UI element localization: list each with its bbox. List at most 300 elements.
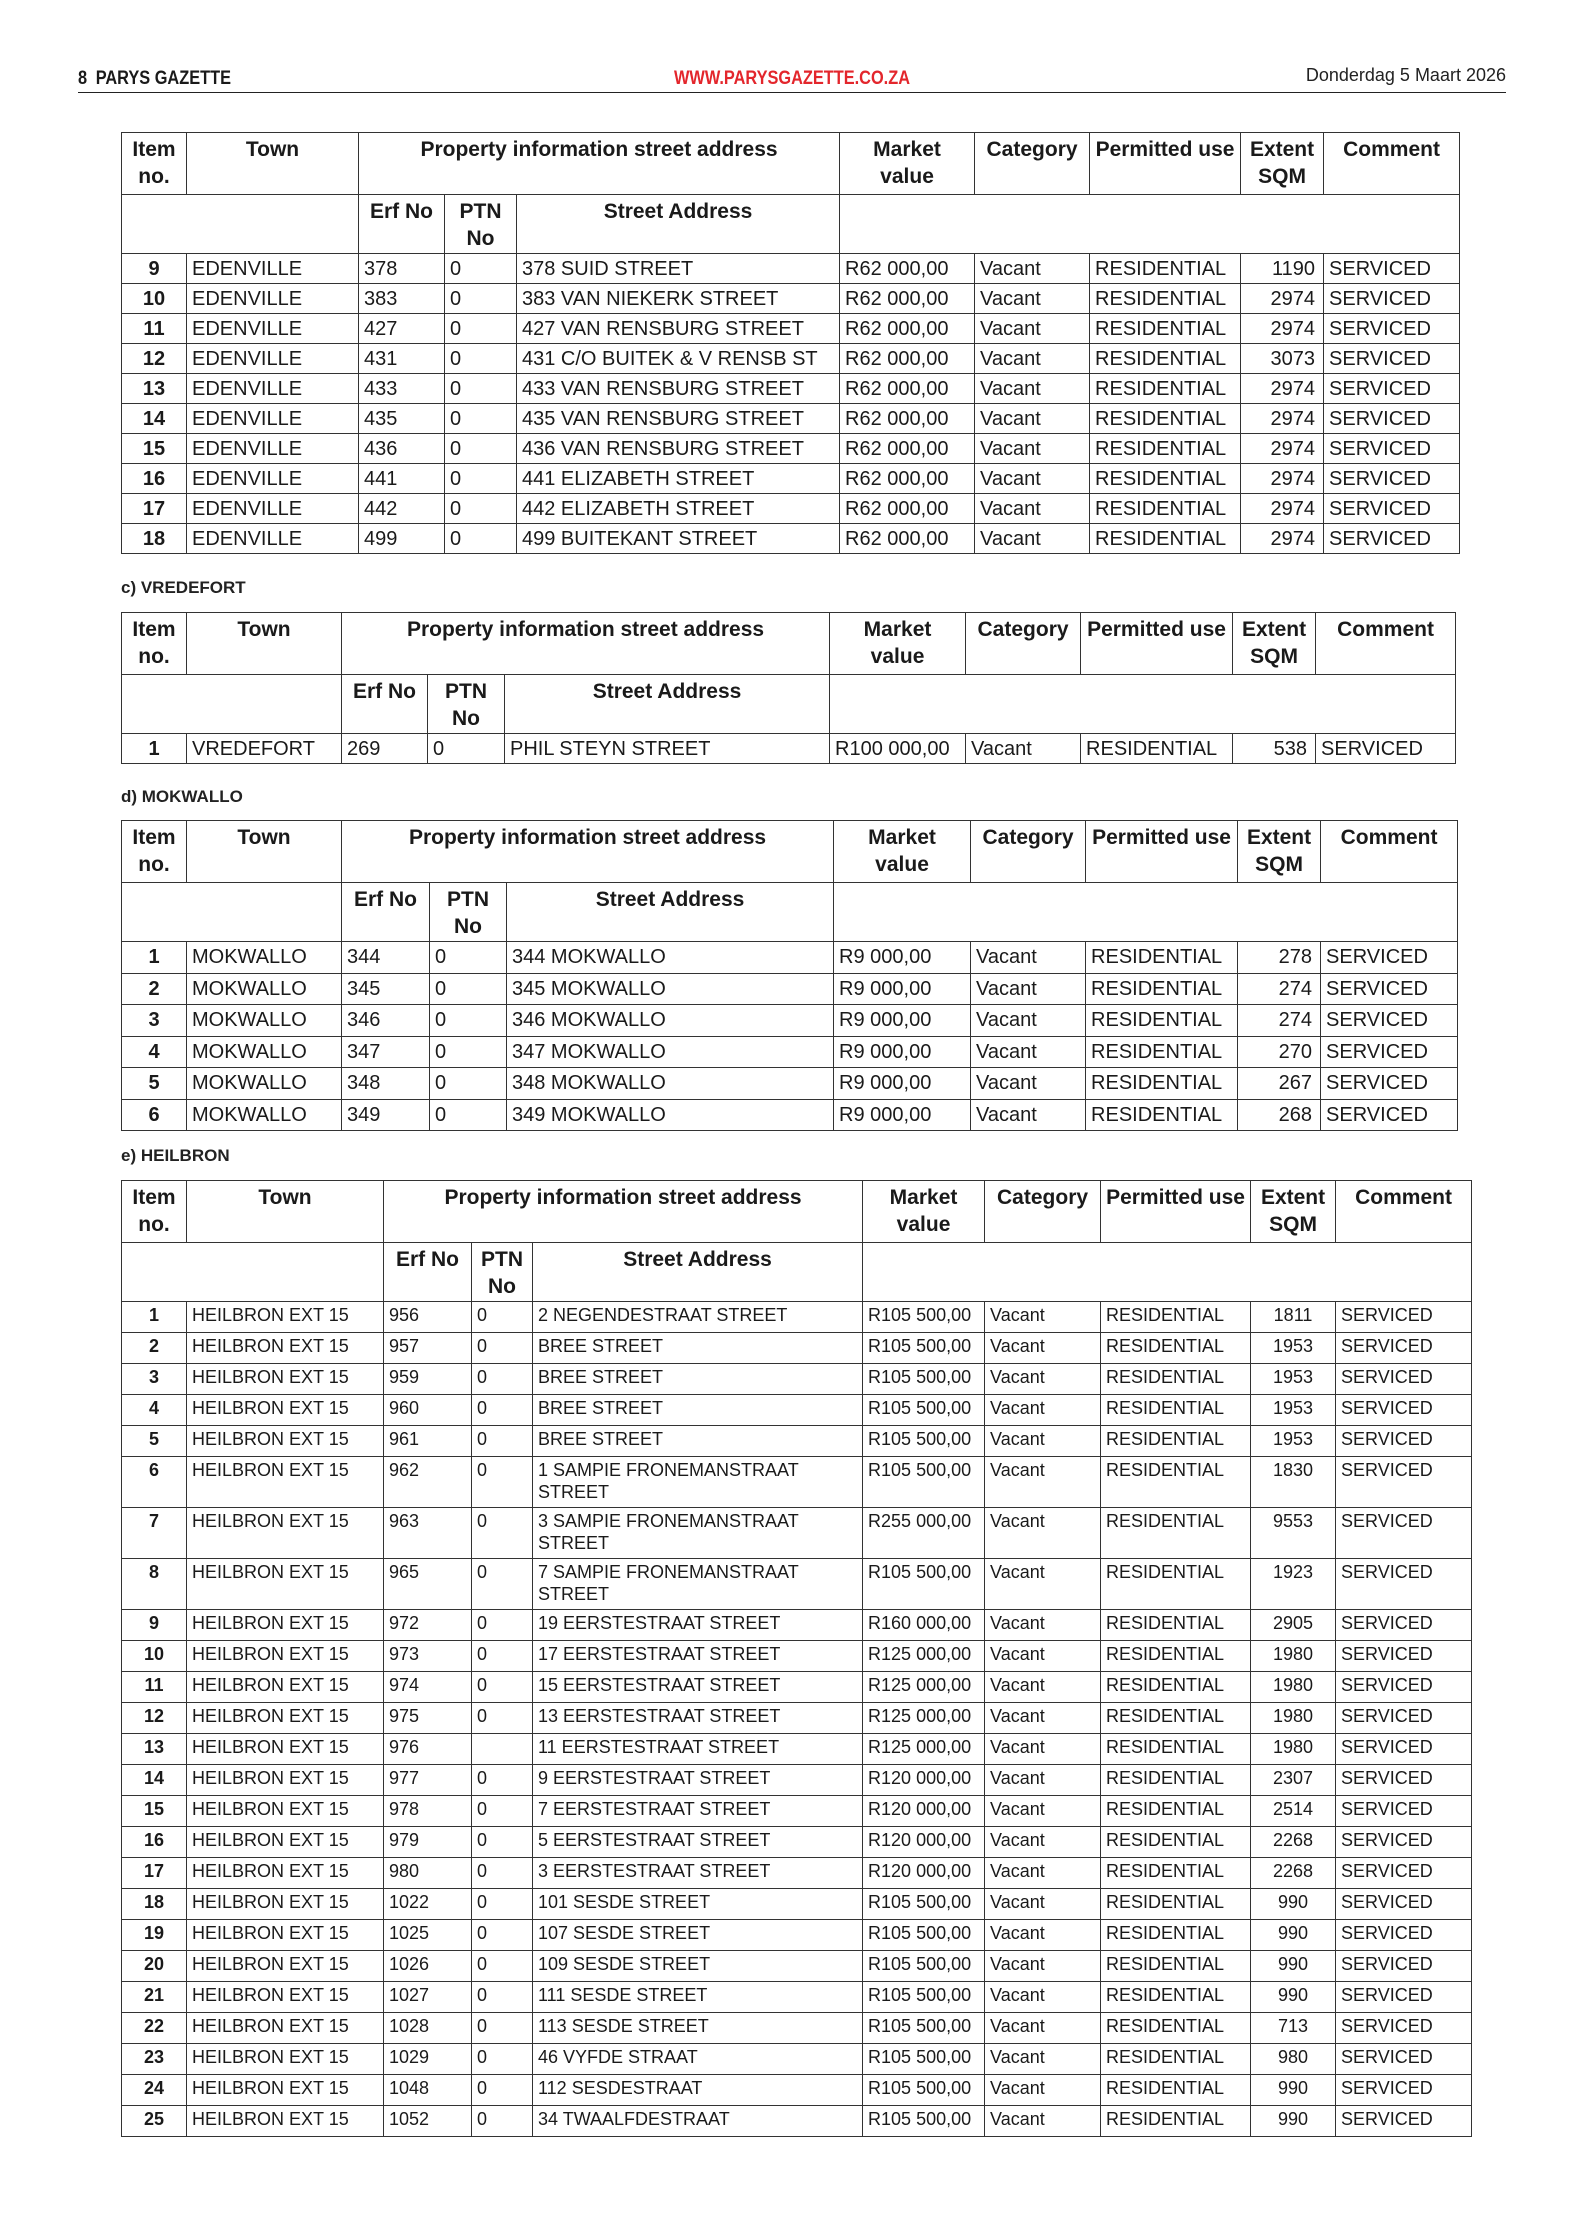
cell-permitted-use: RESIDENTIAL: [1086, 1005, 1238, 1037]
cell-comment: SERVICED: [1321, 1036, 1458, 1068]
cell-street-address: 344 MOKWALLO: [507, 942, 834, 974]
table-row: [122, 284, 1460, 314]
cell-comment: SERVICED: [1324, 464, 1460, 494]
cell-town: EDENVILLE: [187, 524, 359, 554]
cell-ptn-no: 0: [472, 1889, 533, 1920]
table-row: [122, 1036, 1458, 1068]
cell-extent-sqm: 2974: [1241, 434, 1324, 464]
property-table: [121, 612, 1456, 764]
cell-street-address: 383 VAN NIEKERK STREET: [517, 284, 840, 314]
cell-street-address: 1 SAMPIE FRONEMANSTRAAT STREET: [533, 1457, 863, 1508]
cell-comment: SERVICED: [1321, 973, 1458, 1005]
cell-category: Vacant: [985, 1641, 1101, 1672]
subheader-erf-no: Erf No: [342, 675, 428, 734]
cell-erf-no: 1028: [384, 2013, 472, 2044]
cell-extent-sqm: 538: [1233, 734, 1316, 764]
cell-erf-no: 1022: [384, 1889, 472, 1920]
cell-market-value: R62 000,00: [840, 284, 975, 314]
cell-erf-no: 499: [359, 524, 445, 554]
header-town: Town: [187, 821, 342, 883]
cell-extent-sqm: 990: [1251, 2075, 1336, 2106]
cell-ptn-no: 0: [472, 2013, 533, 2044]
cell-erf-no: 977: [384, 1765, 472, 1796]
cell-comment: SERVICED: [1336, 1302, 1472, 1333]
cell-category: Vacant: [971, 1068, 1086, 1100]
cell-item-no: 11: [122, 314, 187, 344]
cell-category: Vacant: [971, 1099, 1086, 1131]
cell-comment: SERVICED: [1321, 1099, 1458, 1131]
cell-comment: SERVICED: [1336, 1672, 1472, 1703]
cell-item-no: 15: [122, 1796, 187, 1827]
cell-item-no: 12: [122, 344, 187, 374]
cell-town: HEILBRON EXT 15: [187, 1796, 384, 1827]
cell-item-no: 5: [122, 1426, 187, 1457]
cell-town: EDENVILLE: [187, 464, 359, 494]
cell-market-value: R105 500,00: [863, 1302, 985, 1333]
cell-street-address: 9 EERSTESTRAAT STREET: [533, 1765, 863, 1796]
subheader-erf-no: Erf No: [384, 1243, 472, 1302]
cell-extent-sqm: 1980: [1251, 1641, 1336, 1672]
cell-market-value: R105 500,00: [863, 2106, 985, 2137]
cell-category: Vacant: [985, 1796, 1101, 1827]
cell-category: Vacant: [985, 1333, 1101, 1364]
cell-extent-sqm: 713: [1251, 2013, 1336, 2044]
cell-ptn-no: 0: [430, 1036, 507, 1068]
cell-extent-sqm: 2974: [1241, 494, 1324, 524]
cell-market-value: R62 000,00: [840, 344, 975, 374]
cell-town: EDENVILLE: [187, 254, 359, 284]
cell-erf-no: 1025: [384, 1920, 472, 1951]
subheader-ptn-no: PTN No: [472, 1243, 533, 1302]
table-row: [122, 1364, 1472, 1395]
cell-permitted-use: RESIDENTIAL: [1101, 1889, 1251, 1920]
table-row: [122, 2044, 1472, 2075]
cell-erf-no: 427: [359, 314, 445, 344]
cell-street-address: 19 EERSTESTRAAT STREET: [533, 1610, 863, 1641]
cell-market-value: R62 000,00: [840, 464, 975, 494]
cell-category: Vacant: [985, 1457, 1101, 1508]
subheader-street-address: Street Address: [517, 195, 840, 254]
cell-permitted-use: RESIDENTIAL: [1101, 1610, 1251, 1641]
table-row: [122, 734, 1456, 764]
cell-market-value: R105 500,00: [863, 1395, 985, 1426]
cell-ptn-no: 0: [430, 1005, 507, 1037]
cell-erf-no: 963: [384, 1508, 472, 1559]
header-item-no: Item no.: [122, 1181, 187, 1243]
cell-ptn-no: 0: [472, 1827, 533, 1858]
cell-town: HEILBRON EXT 15: [187, 1395, 384, 1426]
header-row: [122, 613, 1456, 675]
cell-market-value: R62 000,00: [840, 524, 975, 554]
cell-town: HEILBRON EXT 15: [187, 1508, 384, 1559]
cell-ptn-no: 0: [472, 1610, 533, 1641]
cell-market-value: R125 000,00: [863, 1672, 985, 1703]
cell-street-address: 378 SUID STREET: [517, 254, 840, 284]
table-row: [122, 434, 1460, 464]
property-table: [121, 820, 1458, 1131]
cell-permitted-use: RESIDENTIAL: [1101, 1827, 1251, 1858]
cell-category: Vacant: [975, 344, 1090, 374]
cell-permitted-use: RESIDENTIAL: [1101, 1734, 1251, 1765]
cell-comment: SERVICED: [1336, 1982, 1472, 2013]
cell-market-value: R9 000,00: [834, 1005, 971, 1037]
cell-erf-no: 957: [384, 1333, 472, 1364]
table-row: [122, 1858, 1472, 1889]
cell-extent-sqm: 1980: [1251, 1672, 1336, 1703]
subheader-ptn-no: PTN No: [445, 195, 517, 254]
header-property-info: Property information street address: [384, 1181, 863, 1243]
cell-market-value: R9 000,00: [834, 1068, 971, 1100]
cell-town: EDENVILLE: [187, 374, 359, 404]
cell-item-no: 8: [122, 1559, 187, 1610]
header-category: Category: [985, 1181, 1101, 1243]
cell-item-no: 5: [122, 1068, 187, 1100]
cell-ptn-no: 0: [472, 1982, 533, 2013]
header-market-value: Market value: [863, 1181, 985, 1243]
cell-town: HEILBRON EXT 15: [187, 1889, 384, 1920]
website-link[interactable]: WWW.PARYSGAZETTE.CO.ZA: [673, 68, 911, 89]
cell-extent-sqm: 990: [1251, 1920, 1336, 1951]
cell-street-address: 5 EERSTESTRAAT STREET: [533, 1827, 863, 1858]
cell-town: HEILBRON EXT 15: [187, 2075, 384, 2106]
subheader-blank: [122, 675, 342, 734]
cell-category: Vacant: [985, 1951, 1101, 1982]
table-row: [122, 1302, 1472, 1333]
cell-market-value: R105 500,00: [863, 2044, 985, 2075]
cell-item-no: 25: [122, 2106, 187, 2137]
subheader-row: [122, 1243, 1472, 1302]
cell-market-value: R9 000,00: [834, 973, 971, 1005]
table-row: [122, 1068, 1458, 1100]
cell-item-no: 23: [122, 2044, 187, 2075]
cell-town: HEILBRON EXT 15: [187, 1426, 384, 1457]
cell-ptn-no: 0: [430, 942, 507, 974]
cell-erf-no: 979: [384, 1827, 472, 1858]
table-row: [122, 314, 1460, 344]
table-row: [122, 1889, 1472, 1920]
cell-category: Vacant: [975, 404, 1090, 434]
cell-extent-sqm: 990: [1251, 1982, 1336, 2013]
cell-town: HEILBRON EXT 15: [187, 1641, 384, 1672]
cell-extent-sqm: 2974: [1241, 404, 1324, 434]
cell-permitted-use: RESIDENTIAL: [1090, 374, 1241, 404]
cell-permitted-use: RESIDENTIAL: [1090, 404, 1241, 434]
cell-comment: SERVICED: [1321, 942, 1458, 974]
subheader-street-address: Street Address: [533, 1243, 863, 1302]
header-permitted-use: Permitted use: [1086, 821, 1238, 883]
table-row: [122, 1796, 1472, 1827]
property-table: [121, 1180, 1472, 2137]
section-label: d) MOKWALLO: [121, 787, 243, 806]
cell-permitted-use: RESIDENTIAL: [1101, 1796, 1251, 1827]
subheader-street-address: Street Address: [505, 675, 830, 734]
cell-market-value: R105 500,00: [863, 1426, 985, 1457]
cell-extent-sqm: 980: [1251, 2044, 1336, 2075]
cell-ptn-no: 0: [472, 1395, 533, 1426]
cell-item-no: 21: [122, 1982, 187, 2013]
cell-extent-sqm: 1953: [1251, 1333, 1336, 1364]
cell-erf-no: 433: [359, 374, 445, 404]
header-item-no: Item no.: [122, 133, 187, 195]
cell-category: Vacant: [985, 2044, 1101, 2075]
header-comment: Comment: [1321, 821, 1458, 883]
cell-market-value: R105 500,00: [863, 2013, 985, 2044]
cell-comment: SERVICED: [1324, 524, 1460, 554]
cell-street-address: 13 EERSTESTRAAT STREET: [533, 1703, 863, 1734]
cell-ptn-no: 0: [445, 284, 517, 314]
cell-street-address: 113 SESDE STREET: [533, 2013, 863, 2044]
cell-town: HEILBRON EXT 15: [187, 1920, 384, 1951]
cell-ptn-no: 0: [445, 344, 517, 374]
cell-category: Vacant: [985, 1302, 1101, 1333]
cell-erf-no: 349: [342, 1099, 430, 1131]
cell-ptn-no: 0: [472, 2106, 533, 2137]
cell-category: Vacant: [985, 1858, 1101, 1889]
cell-item-no: 4: [122, 1395, 187, 1426]
cell-ptn-no: 0: [445, 404, 517, 434]
cell-street-address: 441 ELIZABETH STREET: [517, 464, 840, 494]
subheader-ptn-no: PTN No: [428, 675, 505, 734]
cell-comment: SERVICED: [1324, 374, 1460, 404]
cell-permitted-use: RESIDENTIAL: [1101, 1559, 1251, 1610]
header-town: Town: [187, 613, 342, 675]
cell-ptn-no: 0: [445, 314, 517, 344]
cell-market-value: R120 000,00: [863, 1765, 985, 1796]
cell-category: Vacant: [985, 1982, 1101, 2013]
cell-ptn-no: 0: [472, 1920, 533, 1951]
cell-market-value: R9 000,00: [834, 1036, 971, 1068]
cell-erf-no: 1027: [384, 1982, 472, 2013]
cell-category: Vacant: [985, 1395, 1101, 1426]
cell-extent-sqm: 270: [1238, 1036, 1321, 1068]
table-row: [122, 973, 1458, 1005]
table-row: [122, 2013, 1472, 2044]
cell-permitted-use: RESIDENTIAL: [1090, 524, 1241, 554]
cell-extent-sqm: 278: [1238, 942, 1321, 974]
cell-category: Vacant: [985, 1703, 1101, 1734]
cell-extent-sqm: 3073: [1241, 344, 1324, 374]
cell-town: EDENVILLE: [187, 434, 359, 464]
cell-ptn-no: 0: [430, 1099, 507, 1131]
cell-market-value: R105 500,00: [863, 1982, 985, 2013]
cell-street-address: 17 EERSTESTRAAT STREET: [533, 1641, 863, 1672]
cell-market-value: R105 500,00: [863, 2075, 985, 2106]
cell-category: Vacant: [985, 1889, 1101, 1920]
cell-item-no: 22: [122, 2013, 187, 2044]
cell-market-value: R105 500,00: [863, 1889, 985, 1920]
cell-item-no: 2: [122, 1333, 187, 1364]
cell-erf-no: 383: [359, 284, 445, 314]
cell-comment: SERVICED: [1336, 1703, 1472, 1734]
header-town: Town: [187, 1181, 384, 1243]
cell-category: Vacant: [975, 284, 1090, 314]
cell-street-address: 349 MOKWALLO: [507, 1099, 834, 1131]
cell-item-no: 11: [122, 1672, 187, 1703]
header-comment: Comment: [1336, 1181, 1472, 1243]
cell-permitted-use: RESIDENTIAL: [1086, 1068, 1238, 1100]
table-row: [122, 1610, 1472, 1641]
cell-comment: SERVICED: [1336, 1734, 1472, 1765]
cell-erf-no: 441: [359, 464, 445, 494]
cell-town: HEILBRON EXT 15: [187, 2044, 384, 2075]
cell-market-value: R62 000,00: [840, 404, 975, 434]
cell-erf-no: 978: [384, 1796, 472, 1827]
cell-erf-no: 961: [384, 1426, 472, 1457]
cell-category: Vacant: [975, 314, 1090, 344]
cell-street-address: 111 SESDE STREET: [533, 1982, 863, 2013]
table-row: [122, 1426, 1472, 1457]
cell-extent-sqm: 2514: [1251, 1796, 1336, 1827]
cell-extent-sqm: 990: [1251, 1889, 1336, 1920]
cell-street-address: BREE STREET: [533, 1333, 863, 1364]
cell-item-no: 2: [122, 973, 187, 1005]
cell-item-no: 17: [122, 494, 187, 524]
cell-category: Vacant: [985, 1559, 1101, 1610]
cell-item-no: 24: [122, 2075, 187, 2106]
header-permitted-use: Permitted use: [1090, 133, 1241, 195]
cell-permitted-use: RESIDENTIAL: [1101, 2044, 1251, 2075]
cell-ptn-no: 0: [445, 374, 517, 404]
cell-permitted-use: RESIDENTIAL: [1101, 1302, 1251, 1333]
header-comment: Comment: [1316, 613, 1456, 675]
cell-street-address: 3 SAMPIE FRONEMANSTRAAT STREET: [533, 1508, 863, 1559]
cell-comment: SERVICED: [1321, 1005, 1458, 1037]
cell-item-no: 4: [122, 1036, 187, 1068]
cell-street-address: 346 MOKWALLO: [507, 1005, 834, 1037]
cell-ptn-no: 0: [472, 1765, 533, 1796]
cell-street-address: 7 EERSTESTRAAT STREET: [533, 1796, 863, 1827]
cell-market-value: R120 000,00: [863, 1827, 985, 1858]
table-row: [122, 1508, 1472, 1559]
cell-street-address: 11 EERSTESTRAAT STREET: [533, 1734, 863, 1765]
cell-erf-no: 980: [384, 1858, 472, 1889]
cell-extent-sqm: 2974: [1241, 314, 1324, 344]
cell-market-value: R125 000,00: [863, 1641, 985, 1672]
cell-extent-sqm: 2974: [1241, 374, 1324, 404]
table-row: [122, 1827, 1472, 1858]
cell-item-no: 7: [122, 1508, 187, 1559]
cell-permitted-use: RESIDENTIAL: [1090, 494, 1241, 524]
cell-comment: SERVICED: [1336, 1951, 1472, 1982]
cell-category: Vacant: [985, 1765, 1101, 1796]
header-market-value: Market value: [834, 821, 971, 883]
cell-erf-no: 347: [342, 1036, 430, 1068]
cell-ptn-no: 0: [472, 1858, 533, 1889]
section-label: c) VREDEFORT: [121, 578, 246, 597]
cell-ptn-no: 0: [472, 2044, 533, 2075]
cell-permitted-use: RESIDENTIAL: [1101, 1951, 1251, 1982]
cell-erf-no: 973: [384, 1641, 472, 1672]
masthead: [78, 62, 1506, 93]
table-row: [122, 1559, 1472, 1610]
cell-extent-sqm: 1980: [1251, 1734, 1336, 1765]
cell-market-value: R125 000,00: [863, 1703, 985, 1734]
cell-ptn-no: [472, 1734, 533, 1765]
cell-market-value: R120 000,00: [863, 1796, 985, 1827]
cell-permitted-use: RESIDENTIAL: [1086, 1036, 1238, 1068]
cell-ptn-no: 0: [472, 1333, 533, 1364]
cell-ptn-no: 0: [445, 434, 517, 464]
cell-erf-no: 974: [384, 1672, 472, 1703]
cell-permitted-use: RESIDENTIAL: [1101, 1426, 1251, 1457]
table-row: [122, 404, 1460, 434]
cell-extent-sqm: 274: [1238, 973, 1321, 1005]
cell-street-address: 433 VAN RENSBURG STREET: [517, 374, 840, 404]
cell-category: Vacant: [975, 464, 1090, 494]
cell-item-no: 6: [122, 1457, 187, 1508]
cell-extent-sqm: 1830: [1251, 1457, 1336, 1508]
table-row: [122, 1703, 1472, 1734]
cell-town: HEILBRON EXT 15: [187, 1827, 384, 1858]
cell-comment: SERVICED: [1336, 2013, 1472, 2044]
cell-item-no: 1: [122, 734, 187, 764]
cell-extent-sqm: 2974: [1241, 464, 1324, 494]
cell-category: Vacant: [966, 734, 1081, 764]
cell-category: Vacant: [971, 973, 1086, 1005]
cell-ptn-no: 0: [445, 254, 517, 284]
cell-ptn-no: 0: [445, 524, 517, 554]
subheader-blank: [863, 1243, 1472, 1302]
cell-ptn-no: 0: [472, 1703, 533, 1734]
header-extent-sqm: Extent SQM: [1251, 1181, 1336, 1243]
cell-street-address: BREE STREET: [533, 1426, 863, 1457]
cell-market-value: R9 000,00: [834, 942, 971, 974]
table-row: [122, 1734, 1472, 1765]
cell-permitted-use: RESIDENTIAL: [1101, 1672, 1251, 1703]
cell-permitted-use: RESIDENTIAL: [1101, 1703, 1251, 1734]
subheader-ptn-no: PTN No: [430, 883, 507, 942]
cell-ptn-no: 0: [472, 1672, 533, 1703]
cell-extent-sqm: 1953: [1251, 1364, 1336, 1395]
table-row: [122, 254, 1460, 284]
cell-permitted-use: RESIDENTIAL: [1101, 1920, 1251, 1951]
cell-item-no: 16: [122, 464, 187, 494]
subheader-row: [122, 195, 1460, 254]
cell-comment: SERVICED: [1336, 1796, 1472, 1827]
cell-town: HEILBRON EXT 15: [187, 1982, 384, 2013]
cell-item-no: 1: [122, 1302, 187, 1333]
cell-town: MOKWALLO: [187, 1099, 342, 1131]
cell-town: EDENVILLE: [187, 314, 359, 344]
cell-street-address: 7 SAMPIE FRONEMANSTRAAT STREET: [533, 1559, 863, 1610]
cell-comment: SERVICED: [1336, 1559, 1472, 1610]
cell-erf-no: 965: [384, 1559, 472, 1610]
cell-street-address: 427 VAN RENSBURG STREET: [517, 314, 840, 344]
subheader-blank: [122, 883, 342, 942]
cell-extent-sqm: 2974: [1241, 284, 1324, 314]
cell-permitted-use: RESIDENTIAL: [1101, 1858, 1251, 1889]
cell-town: EDENVILLE: [187, 344, 359, 374]
header-category: Category: [966, 613, 1081, 675]
header-comment: Comment: [1324, 133, 1460, 195]
header-property-info: Property information street address: [359, 133, 840, 195]
table-row: [122, 1920, 1472, 1951]
cell-comment: SERVICED: [1336, 1457, 1472, 1508]
header-category: Category: [975, 133, 1090, 195]
cell-erf-no: 1052: [384, 2106, 472, 2137]
cell-permitted-use: RESIDENTIAL: [1101, 2013, 1251, 2044]
cell-extent-sqm: 2905: [1251, 1610, 1336, 1641]
cell-comment: SERVICED: [1336, 1765, 1472, 1796]
subheader-blank: [834, 883, 1458, 942]
cell-ptn-no: 0: [430, 1068, 507, 1100]
header-town: Town: [187, 133, 359, 195]
header-property-info: Property information street address: [342, 821, 834, 883]
header-extent-sqm: Extent SQM: [1233, 613, 1316, 675]
cell-comment: SERVICED: [1336, 1395, 1472, 1426]
cell-item-no: 13: [122, 374, 187, 404]
cell-erf-no: 960: [384, 1395, 472, 1426]
